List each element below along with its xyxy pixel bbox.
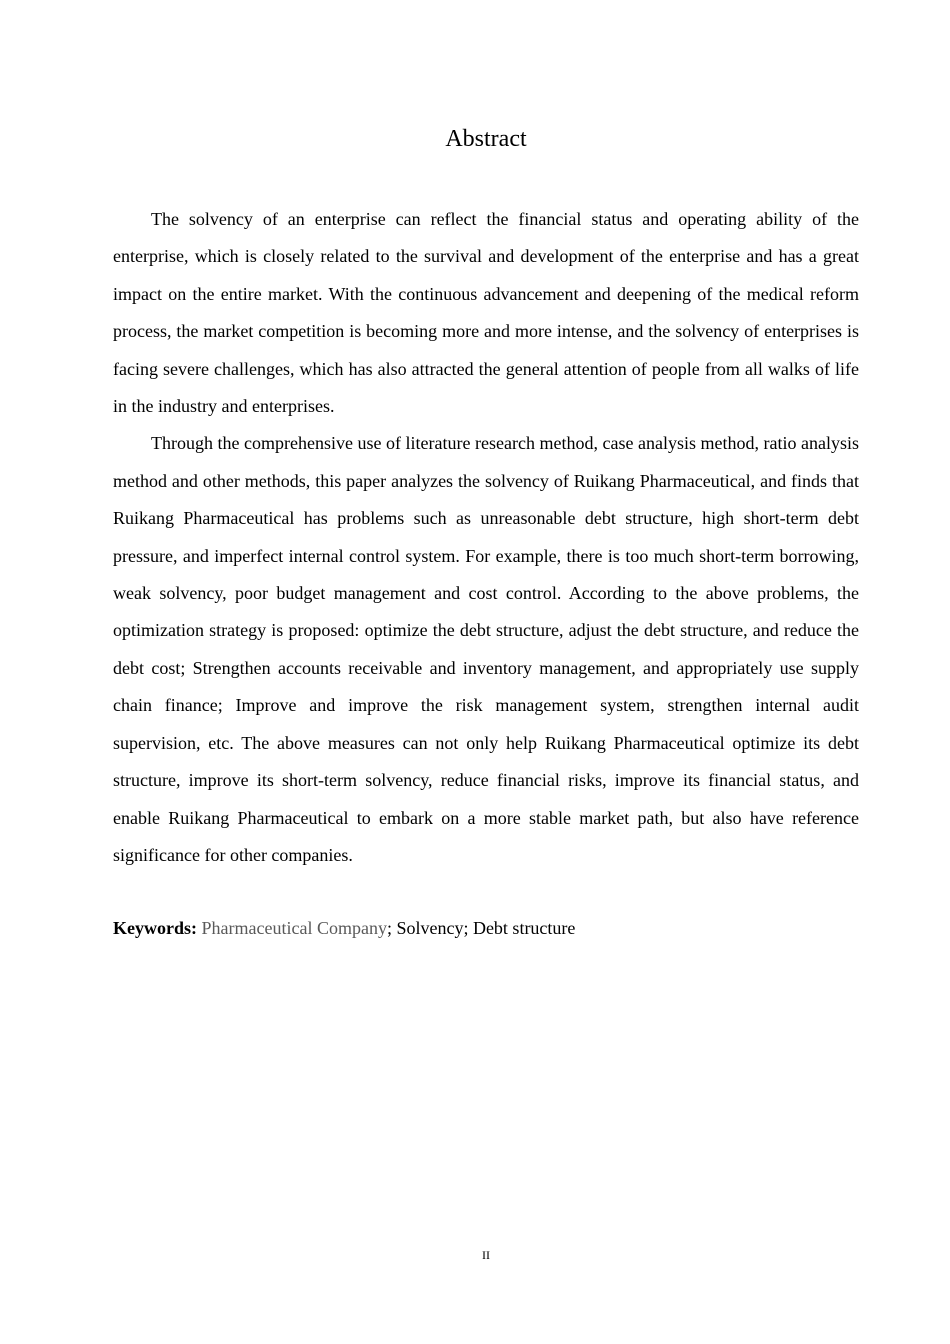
keyword-pharmaceutical-company: Pharmaceutical Company [201, 918, 387, 938]
abstract-paragraph-1: The solvency of an enterprise can reflect the financial status and operating ability of the enterprise, which is closely related to the survival and development of the enterprise and has a great impact on the entire market. With the continuous advancement and deepening of the medical reform process, the market competition is becoming more and more intense, and the solvency of enterprises is facing severe challenges, which has also attracted the general attention of people from all walks of life in the industry and enterprises. [113, 209, 859, 417]
abstract-title: Abstract [445, 126, 527, 152]
abstract-paragraph-2: Through the comprehensive use of literature research method, case analysis method, ratio analysis method and other methods, this paper analyzes the solvency of Ruikang Pharmaceutical, and finds that Ruikang Pharmaceutical has problems such as unreasonable debt structure, high short-term debt pressure, and imperfect internal control system. For example, there is too much short-term borrowing, weak solvency, poor budget management and cost control. According to the above problems, the optimization strategy is proposed: optimize the debt structure, adjust the debt structure, and reduce the debt cost; Strengthen accounts receivable and inventory management, and appropriately use supply chain finance; Improve and improve the risk management system, strengthen internal audit supervision, etc. The above measures can not only help Ruikang Pharmaceutical optimize its debt structure, improve its short-term solvency, reduce financial risks, improve its financial status, and enable Ruikang Pharmaceutical to embark on a more stable market path, but also have reference significance for other companies. [113, 433, 859, 865]
keywords-line [113, 913, 859, 943]
abstract-body [113, 201, 859, 874]
keywords-label: Keywords: [113, 918, 197, 938]
keywords-rest: ; Solvency; Debt structure [386, 918, 576, 938]
page-number: II [482, 1248, 490, 1262]
